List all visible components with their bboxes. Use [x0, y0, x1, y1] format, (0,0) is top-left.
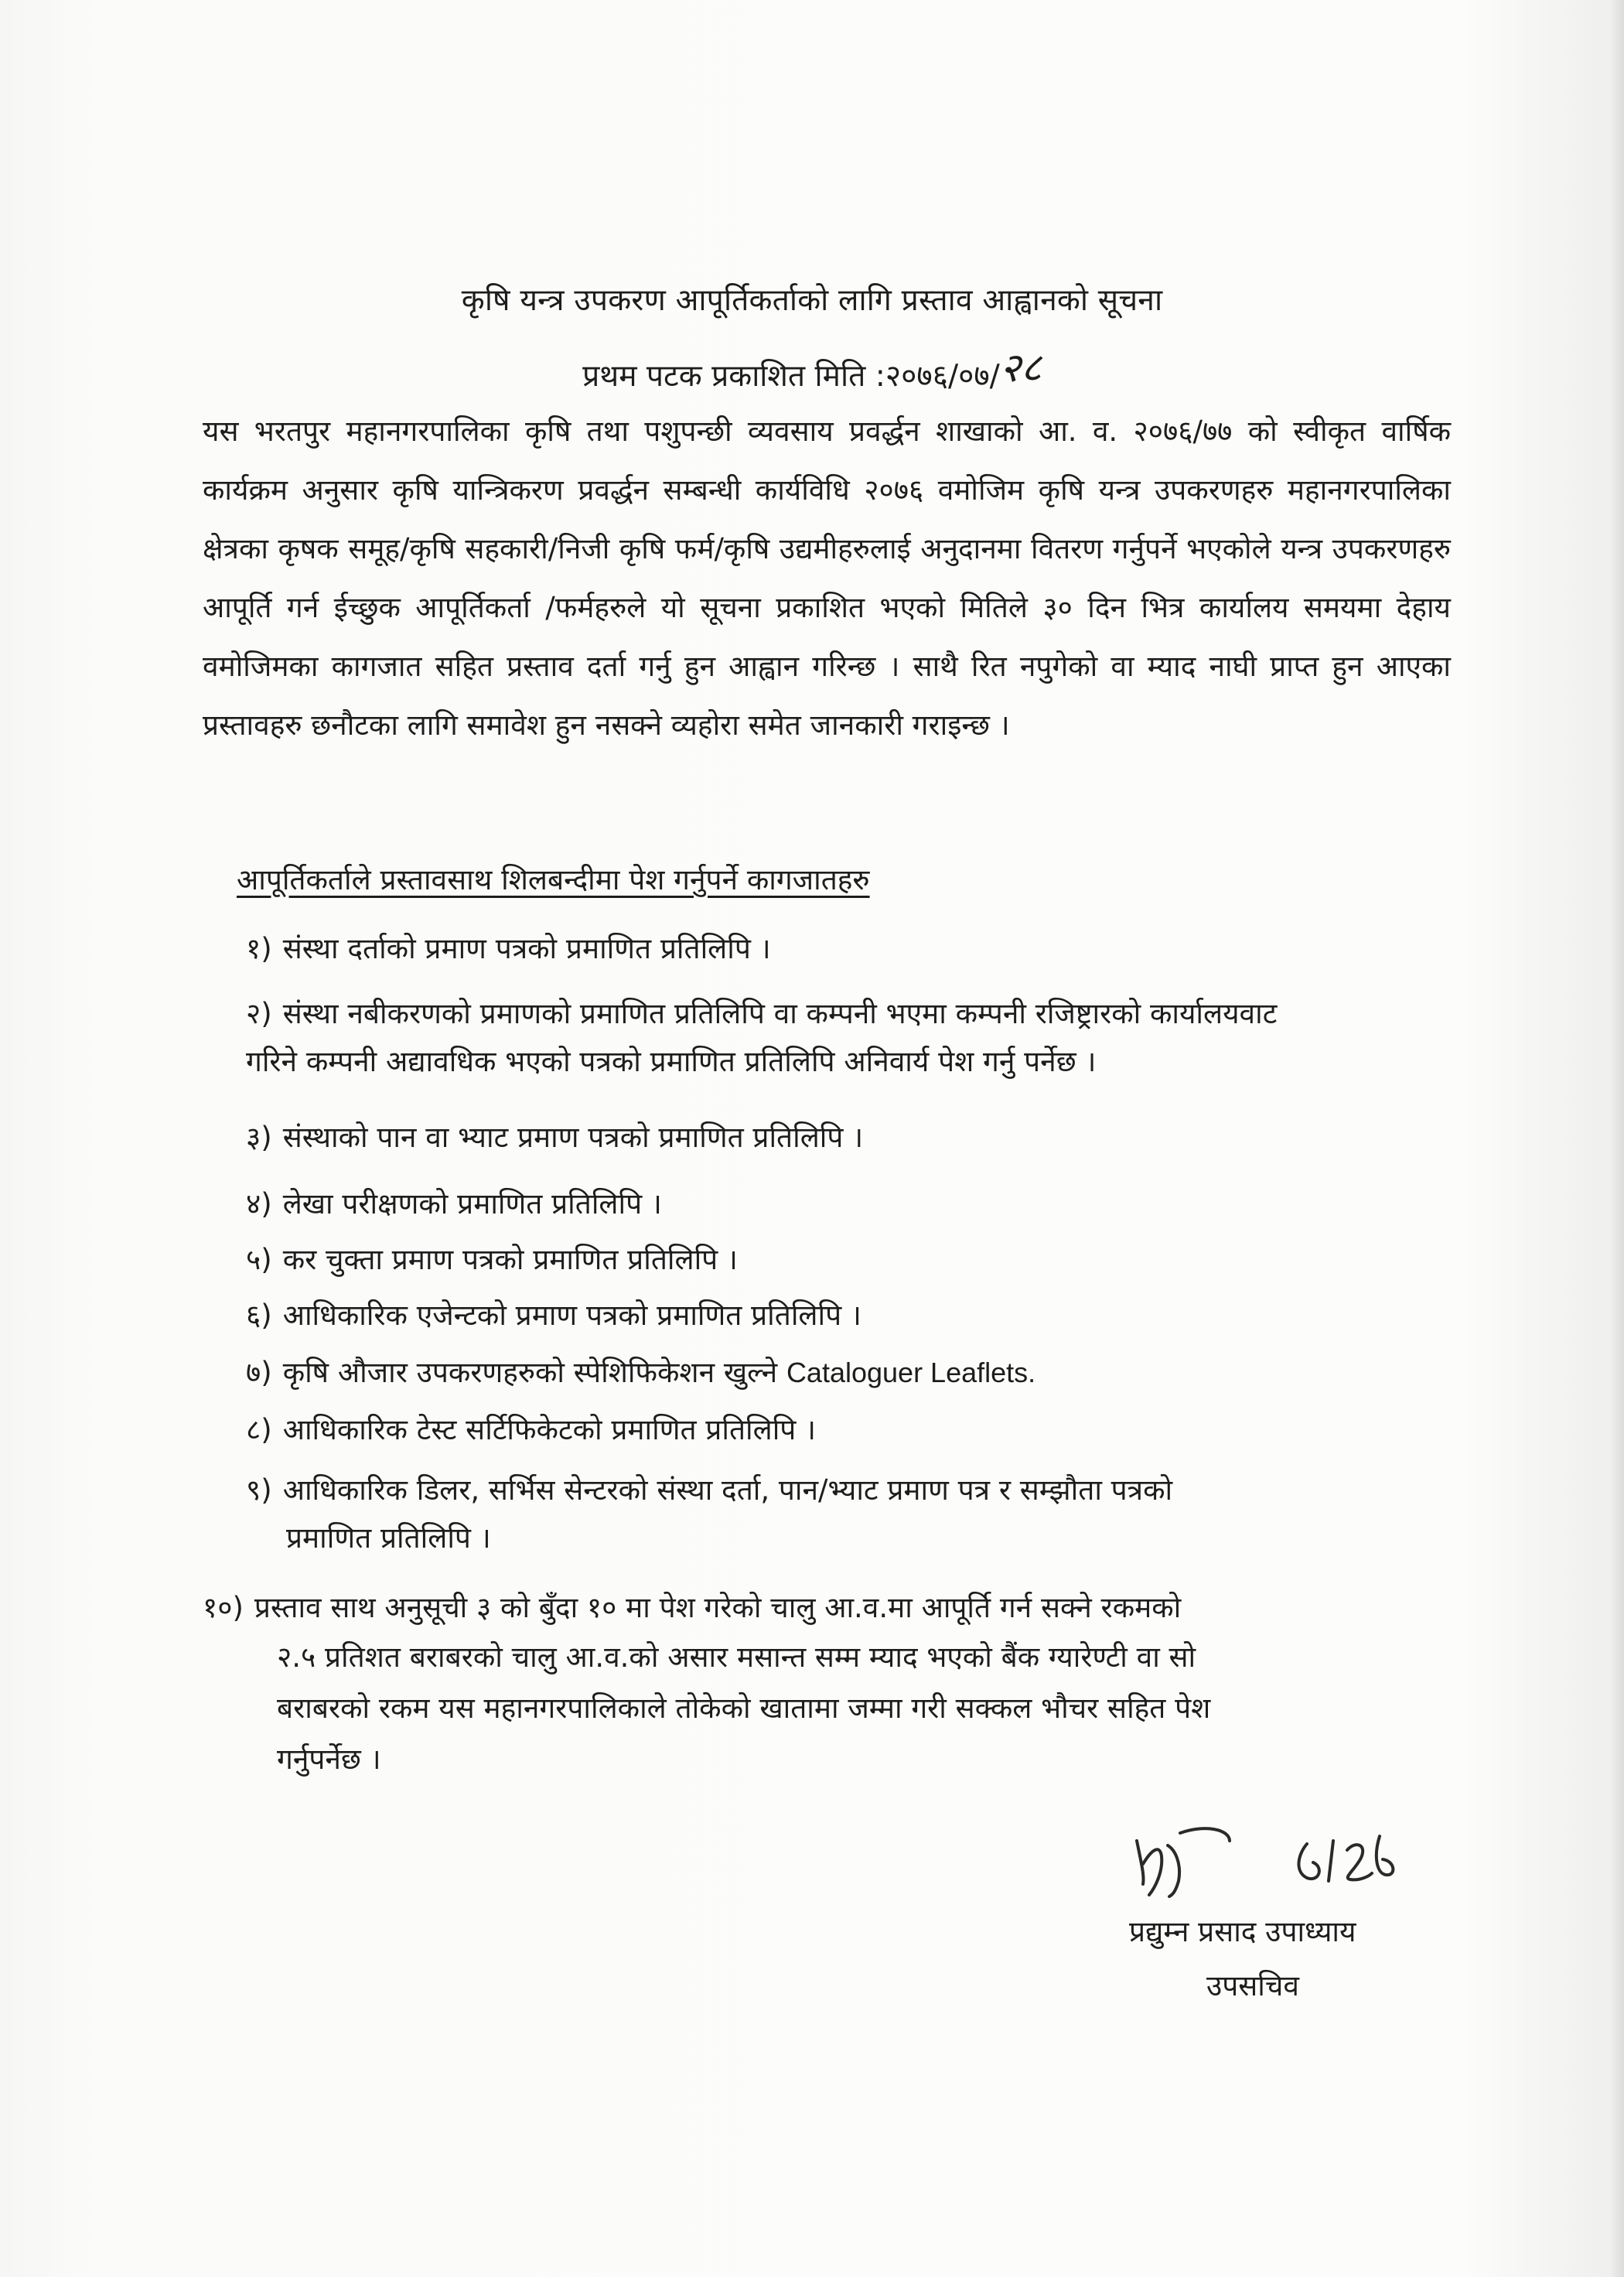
list-item-continuation: गर्नुपर्नेछ ।	[277, 1743, 381, 1776]
list-item-number: १०)	[203, 1591, 244, 1624]
list-item-number: १)	[246, 932, 272, 965]
list-item-number: २)	[246, 997, 272, 1030]
list-item-number: ८)	[246, 1413, 272, 1446]
list-item-number: ३)	[246, 1121, 272, 1154]
list-item	[246, 1180, 662, 1228]
list-item-text: संस्थाको पान वा भ्याट प्रमाण पत्रको प्रमाणित प्रतिलिपि ।	[282, 1121, 864, 1154]
list-item-latin-text: Cataloguer Leaflets.	[786, 1357, 1036, 1388]
publication-date-label: प्रथम पटक प्रकाशित मिति :२०७६/०७/	[582, 359, 1000, 394]
list-item-text: आधिकारिक टेस्ट सर्टिफिकेटको प्रमाणित प्रतिलिपि ।	[282, 1413, 817, 1446]
signatory-name: प्रद्युम्न प्रसाद उपाध्याय	[1129, 1915, 1356, 1948]
documents-list-heading: आपूर्तिकर्ताले प्रस्तावसाथ शिलबन्दीमा पेश गर्नुपर्ने कागजातहरु	[237, 863, 870, 896]
list-item-text: प्रस्ताव साथ अनुसूची ३ को बुँदा १० मा पेश गरेको चालु आ.व.मा आपूर्ति गर्न सक्ने रकमको	[254, 1591, 1182, 1624]
list-item	[246, 1236, 738, 1284]
list-item-number: ७)	[246, 1356, 272, 1389]
list-item-continuation: बराबरको रकम यस महानगरपालिकाले तोकेको खातामा जम्मा गरी सक्कल भौचर सहित पेश	[277, 1692, 1211, 1725]
list-item-text: आधिकारिक एजेन्टको प्रमाण पत्रको प्रमाणित प्रतिलिपि ।	[282, 1299, 861, 1332]
list-item-text: संस्था नबीकरणको प्रमाणको प्रमाणित प्रतिलिपि वा कम्पनी भएमा कम्पनी रजिष्ट्रारको कार्यालयवाट	[282, 997, 1278, 1030]
list-item-number: ४)	[246, 1187, 272, 1220]
list-item-text: लेखा परीक्षणको प्रमाणित प्रतिलिपि ।	[282, 1187, 662, 1220]
list-item-number: ९)	[246, 1473, 272, 1507]
handwritten-date-day: २८	[999, 345, 1042, 391]
intro-paragraph: यस भरतपुर महानगरपालिका कृषि तथा पशुपन्छी व्यवसाय प्रवर्द्धन शाखाको आ. व. २०७६/७७ को स्वीकृत वार्षिक कार्यक्रम अनुसार कृषि यान्त्रिकरण प्रवर्द्धन सम्बन्धी कार्यविधि २०७६ वमोजिम कृषि यन्त्र उपकरणहरु महानगरपालिका क्षेत्रका कृषक समूह/कृषि सहकारी/निजी कृषि फर्म/कृषि उद्यमीहरुलाई अनुदानमा वितरण गर्नुपर्ने भएकोले यन्त्र उपकरणहरु आपूर्ति गर्न ईच्छुक आपूर्तिकर्ता /फर्महरुले यो सूचना प्रकाशित भएको मितिले ३० दिन भित्र कार्यालय समयमा देहाय वमोजिमका कागजात सहित प्रस्ताव दर्ता गर्नु हुन आह्वान गरिन्छ । साथै रित नपुगेको वा म्याद नाघी प्राप्त हुन आएका प्रस्तावहरु छनौटका लागि समावेश हुन नसक्ने व्यहोरा समेत जानकारी गराइन्छ ।	[203, 415, 1451, 742]
list-item-text: आधिकारिक डिलर, सर्भिस सेन्टरको संस्था दर्ता, पान/भ्याट प्रमाण पत्र र सम्झौता पत्रको	[282, 1473, 1173, 1507]
list-item	[246, 1349, 1035, 1397]
list-item	[246, 1466, 1406, 1562]
list-item-number: ५)	[246, 1243, 272, 1276]
list-item-text: कर चुक्ता प्रमाण पत्रको प्रमाणित प्रतिलिपि ।	[282, 1243, 738, 1276]
list-item	[246, 925, 771, 973]
list-item-continuation: गरिने कम्पनी अद्यावधिक भएको पत्रको प्रमाणित प्रतिलिपि अनिवार्य पेश गर्नु पर्नेछ ।	[246, 1045, 1097, 1078]
list-item-text: कृषि औजार उपकरणहरुको स्पेशिफिकेशन खुल्ने	[282, 1356, 786, 1389]
list-item	[246, 990, 1483, 1086]
notice-title: कृषि यन्त्र उपकरण आपूर्तिकर्ताको लागि प्रस्ताव आह्वानको सूचना	[461, 283, 1163, 318]
list-item	[246, 1114, 863, 1162]
list-item	[246, 1292, 861, 1340]
list-item	[246, 1406, 816, 1454]
list-item	[203, 1584, 1471, 1785]
handwritten-signature	[1114, 1810, 1407, 1903]
list-item-text: संस्था दर्ताको प्रमाण पत्रको प्रमाणित प्रतिलिपि ।	[282, 932, 771, 965]
list-item-continuation: प्रमाणित प्रतिलिपि ।	[286, 1521, 491, 1555]
signatory-position: उपसचिव	[1206, 1969, 1299, 2002]
list-item-number: ६)	[246, 1299, 272, 1332]
list-item-continuation: २.५ प्रतिशत बराबरको चालु आ.व.को असार मसान्त सम्म म्याद भएको बैंक ग्यारेण्टी वा सो	[277, 1640, 1196, 1674]
